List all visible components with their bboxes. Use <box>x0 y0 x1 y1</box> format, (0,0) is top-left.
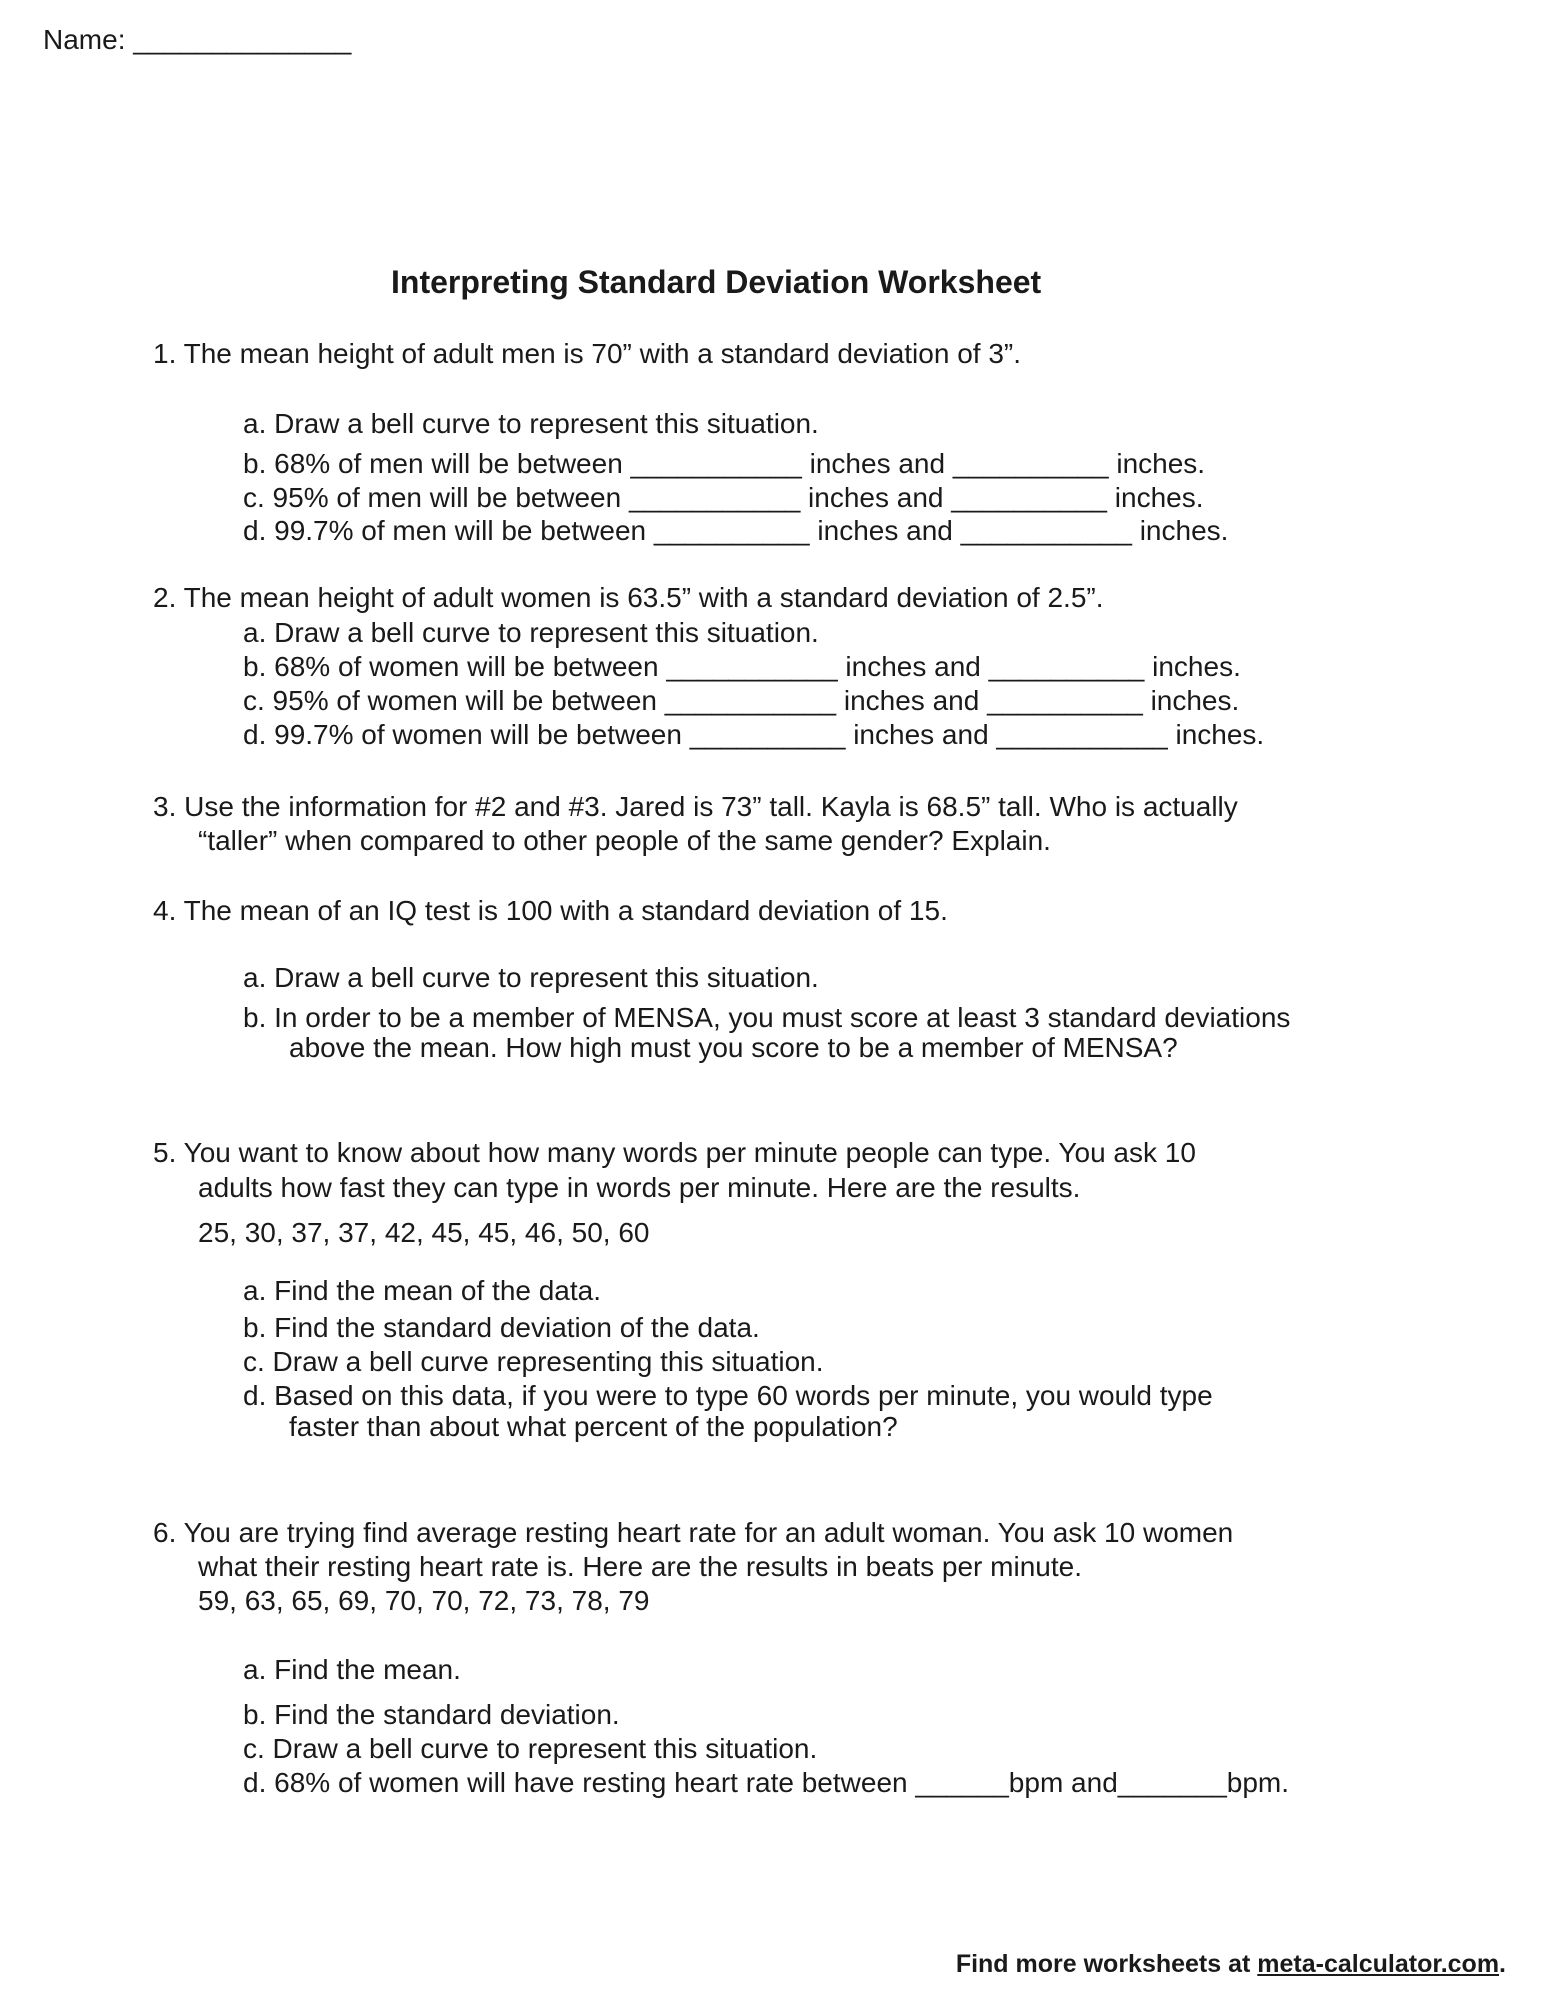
q1-prompt: 1. The mean height of adult men is 70” with a standard deviation of 3”. <box>153 338 1021 369</box>
q6-part-b: b. Find the standard deviation. <box>243 1699 620 1730</box>
q1-part-a: a. Draw a bell curve to represent this situation. <box>243 408 819 439</box>
name-line[interactable]: Name: ______________ <box>43 24 352 55</box>
q1-part-c[interactable]: c. 95% of men will be between ___________ inches and __________ inches. <box>243 482 1204 513</box>
footer <box>942 1927 1506 1977</box>
footer-link[interactable]: meta-calculator.com <box>1257 1950 1500 1978</box>
footer-prefix: Find more worksheets at <box>955 1950 1258 1978</box>
q6-part-c: c. Draw a bell curve to represent this situation. <box>243 1733 818 1764</box>
q2-part-c[interactable]: c. 95% of women will be between ___________ inches and __________ inches. <box>243 685 1240 716</box>
footer-suffix: . <box>1499 1950 1506 1978</box>
q5-part-b: b. Find the standard deviation of the data. <box>243 1312 760 1343</box>
q4-part-a: a. Draw a bell curve to represent this situation. <box>243 962 819 993</box>
q5-part-c: c. Draw a bell curve representing this situation. <box>243 1346 824 1377</box>
q2-part-b[interactable]: b. 68% of women will be between ___________ inches and __________ inches. <box>243 651 1241 682</box>
q6-prompt-line1: 6. You are trying find average resting heart rate for an adult woman. You ask 10 women <box>153 1517 1234 1548</box>
q5-data: 25, 30, 37, 37, 42, 45, 45, 46, 50, 60 <box>198 1217 650 1248</box>
q1-part-b[interactable]: b. 68% of men will be between ___________ inches and __________ inches. <box>243 448 1206 479</box>
q1-part-d[interactable]: d. 99.7% of men will be between __________ inches and ___________ inches. <box>243 515 1229 546</box>
q3-prompt-line2: “taller” when compared to other people of the same gender? Explain. <box>198 825 1051 856</box>
q2-part-a: a. Draw a bell curve to represent this situation. <box>243 617 819 648</box>
page-title: Interpreting Standard Deviation Worksheet <box>391 264 1042 300</box>
q5-prompt-line1: 5. You want to know about how many words per minute people can type. You ask 10 <box>153 1137 1196 1168</box>
q6-prompt-line2: what their resting heart rate is. Here are the results in beats per minute. <box>198 1551 1082 1582</box>
q5-part-a: a. Find the mean of the data. <box>243 1275 602 1306</box>
q6-data: 59, 63, 65, 69, 70, 70, 72, 73, 78, 79 <box>198 1585 650 1616</box>
q6-part-d[interactable]: d. 68% of women will have resting heart rate between ______bpm and_______bpm. <box>243 1767 1290 1798</box>
q4-prompt: 4. The mean of an IQ test is 100 with a standard deviation of 15. <box>153 895 948 926</box>
q5-prompt-line2: adults how fast they can type in words per minute. Here are the results. <box>198 1172 1081 1203</box>
q5-part-d-line1: d. Based on this data, if you were to type 60 words per minute, you would type <box>243 1380 1213 1411</box>
q3-prompt-line1: 3. Use the information for #2 and #3. Jared is 73” tall. Kayla is 68.5” tall. Who is actually <box>153 791 1238 822</box>
q6-part-a: a. Find the mean. <box>243 1654 461 1685</box>
q4-part-b-line1: b. In order to be a member of MENSA, you must score at least 3 standard deviations <box>243 1002 1291 1033</box>
q4-part-b-line2: above the mean. How high must you score to be a member of MENSA? <box>289 1032 1178 1063</box>
q2-prompt: 2. The mean height of adult women is 63.5” with a standard deviation of 2.5”. <box>153 582 1104 613</box>
q2-part-d[interactable]: d. 99.7% of women will be between __________ inches and ___________ inches. <box>243 719 1265 750</box>
q5-part-d-line2: faster than about what percent of the population? <box>289 1411 898 1442</box>
